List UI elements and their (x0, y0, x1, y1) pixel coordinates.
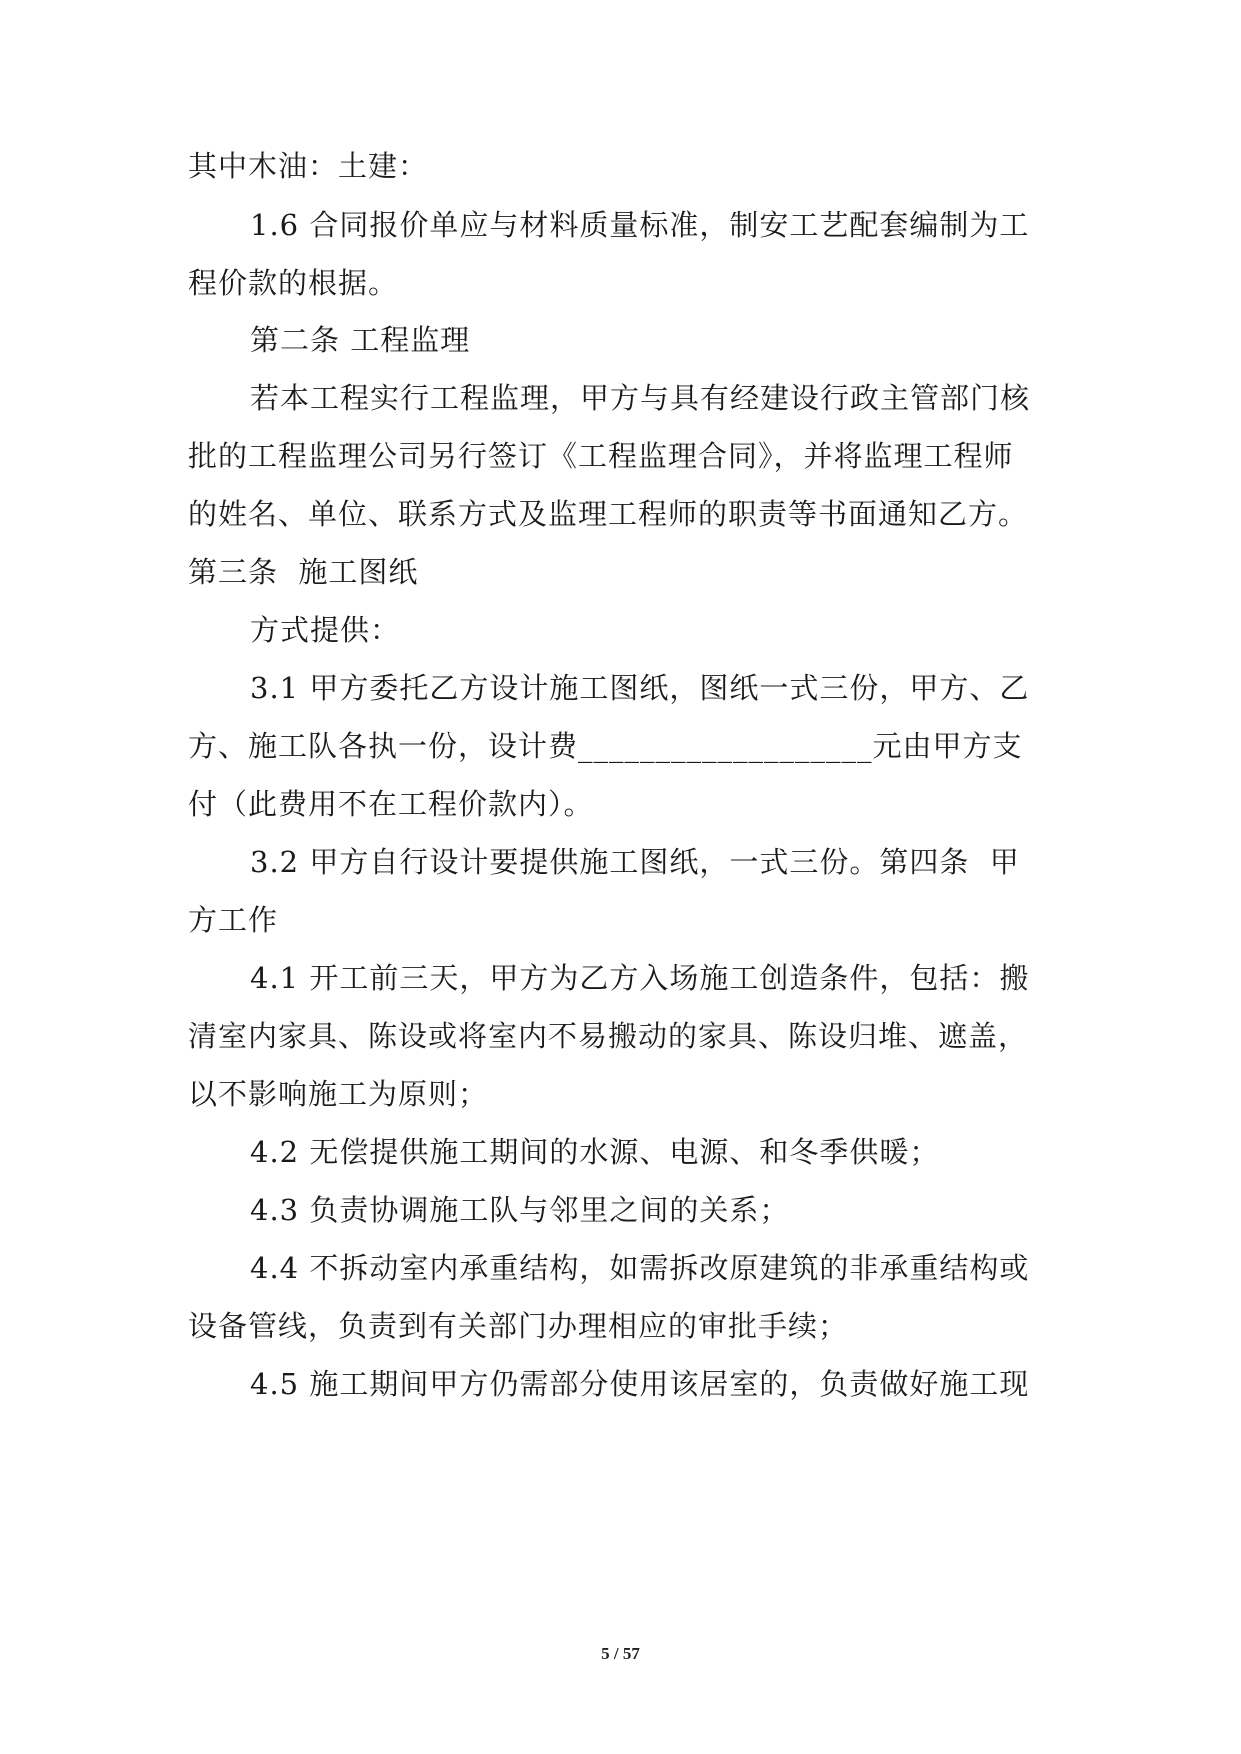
text-line: 4.3 负责协调施工队与邻里之间的关系； (250, 1193, 790, 1227)
text-line: 其中木油：土建： (188, 149, 429, 183)
section-heading: 第三条 施工图纸 (188, 555, 419, 589)
text-line: 4.1 开工前三天，甲方为乙方入场施工创造条件，包括：搬 (250, 961, 1030, 995)
text-line: 4.5 施工期间甲方仍需部分使用该居室的，负责做好施工现 (250, 1367, 1030, 1401)
text-line: 付（此费用不在工程价款内）。 (188, 787, 594, 821)
text-line: 3.1 甲方委托乙方设计施工图纸，图纸一式三份，甲方、乙 (250, 671, 1030, 705)
text-line: 4.4 不拆动室内承重结构，如需拆改原建筑的非承重结构或 (250, 1251, 1030, 1285)
text-line: 方工作 (188, 903, 279, 937)
text-line: 清室内家具、陈设或将室内不易搬动的家具、陈设归堆、遮盖， (188, 1019, 1029, 1053)
text-line: 设备管线，负责到有关部门办理相应的审批手续； (188, 1309, 849, 1343)
text-line: 方、施工队各执一份，设计费___________________元由甲方支 (188, 729, 1023, 763)
text-line: 以不影响施工为原则； (188, 1077, 489, 1111)
text-line: 若本工程实行工程监理，甲方与具有经建设行政主管部门核 (250, 381, 1031, 415)
text-line: 程价款的根据。 (188, 266, 399, 300)
text-line: 批的工程监理公司另行签订《工程监理合同》，并将监理工程师 (188, 439, 1014, 473)
section-heading: 第二条 工程监理 (250, 323, 471, 357)
page-number: 5 / 57 (601, 1644, 640, 1663)
text-line: 方式提供： (250, 613, 401, 647)
text-line: 3.2 甲方自行设计要提供施工图纸，一式三份。第四条 甲 (250, 845, 1020, 879)
text-line: 的姓名、单位、联系方式及监理工程师的职责等书面通知乙方。 (188, 497, 1029, 531)
text-line: 1.6 合同报价单应与材料质量标准，制安工艺配套编制为工 (250, 208, 1030, 242)
text-line: 4.2 无偿提供施工期间的水源、电源、和冬季供暖； (250, 1135, 940, 1169)
